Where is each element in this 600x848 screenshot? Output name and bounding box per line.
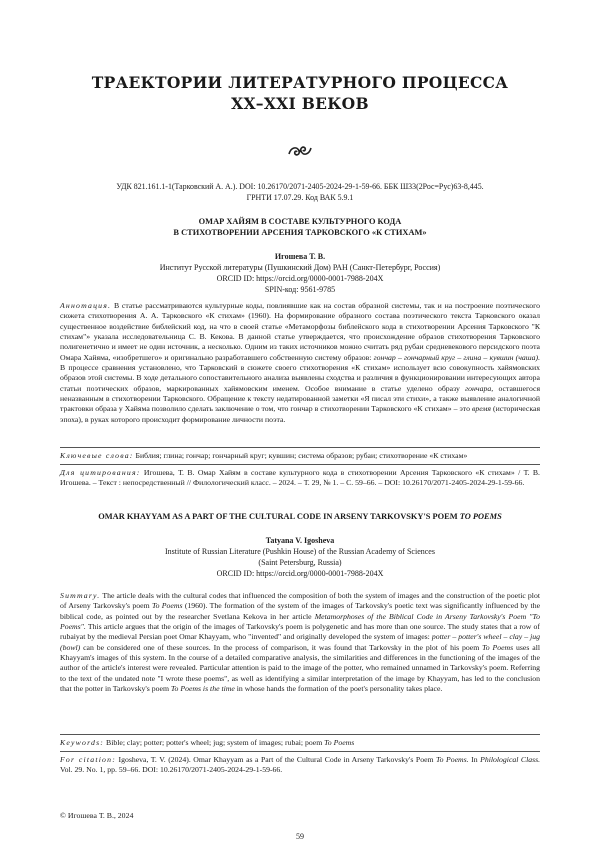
ru-abstract-text: В статье рассматриваются культурные коды, повлиявшие как на состав образной системы, так и на построение поэтического сюжета стихотворения А. А. Тарковского «К стихам» (1960). На формирование образного состава поэтического текста Тарковского оказал существенное воздействие библейский код, на что в своей статье «Метаморфозы библейского кода в стихотворении Арсения Тарковского "К стихам"» указала исследовательница С. В. Кекова. В данной статье утверждается, что происхождение образов стихотворения Тарковского полигенетично и имеет не один источник, а несколько. Одним из таких источников можно считать ряд рубаи средневекового персидского поэта Омара Хайяма, «изобретшего» и оригинально разработавшего собственную систему образов: xyxy=(60,301,540,362)
en-summary xyxy=(60,591,540,694)
divider xyxy=(60,447,540,448)
en-keywords-label: Keywords: xyxy=(60,738,105,747)
ru-abstract-italic-2: гончара, xyxy=(465,383,494,393)
ru-keywords-label: Ключевые слова: xyxy=(60,451,134,460)
en-keywords-italic: To Poems xyxy=(324,738,355,747)
en-citation-label: For citation: xyxy=(60,755,116,764)
ru-author-block xyxy=(60,251,540,295)
ru-orcid: ORCID ID: https://orcid.org/0000-0001-7988-204X xyxy=(216,274,384,283)
en-summary-text-1: The article deals with the cultural codes that influenced the composition of both the system of images and the construction of the poetic plot of Arseny Tarkovsky's poem xyxy=(60,591,540,611)
ru-affiliation: Институт Русской литературы (Пушкинский Дом) РАН (Санкт-Петербург, Россия) xyxy=(159,263,441,272)
section-title-line-2: XX–XXI ВЕКОВ xyxy=(231,94,369,113)
en-author-block xyxy=(60,535,540,579)
en-summary-italic-5: To Poems is the time xyxy=(170,684,235,694)
ru-abstract-italic-3: время xyxy=(471,404,492,414)
fleuron-ornament-icon xyxy=(286,143,314,159)
section-title-line-1: ТРАЕКТОРИИ ЛИТЕРАТУРНОГО ПРОЦЕССА xyxy=(91,73,509,92)
en-citation-italic-2: Philological Class. xyxy=(480,755,541,764)
en-title-italic: TO POEMS xyxy=(459,512,502,521)
copyright: © Игошева Т. В., 2024 xyxy=(60,811,134,820)
en-summary-text-4: can be considered one of these sources. In the process of comparison, it was found that Tarkovsky in the plot of his poem xyxy=(83,642,480,652)
en-summary-label: Summary. xyxy=(60,591,101,600)
en-summary-text-6: in whose hands the formation of the poet's personality takes place. xyxy=(236,684,443,694)
en-title-main: OMAR KHAYYAM AS A PART OF THE CULTURAL CODE IN ARSENY TARKOVSKY'S POEM xyxy=(98,512,458,521)
en-citation-italic-1: To Poems. xyxy=(436,755,469,764)
ru-abstract-text-2: В процессе сравнения установлено, что Тарковский в сюжете своего стихотворения «К стихам» использует всю совокупность хайямовских образов этой системы. В ходе детального сопоставительного анализа выявлены сходства и различия в функционировании интересующих автора статьи поэтических образов, маркированных хайямовским именем. Особое внимание в статье уделено образу xyxy=(60,363,540,393)
en-citation xyxy=(60,755,540,776)
en-summary-italic-3: potter – potter's wheel – clay – jug (bowl) xyxy=(60,632,540,652)
udk-line-1: УДК 821.161.1-1(Тарковский А. А.). DOI: 10.26170/2071-2405-2024-29-1-59-66. ББК Ш33(2Рос=Рус)63-8,445. xyxy=(116,182,484,191)
en-affiliation-2: (Saint Petersburg, Russia) xyxy=(258,558,342,567)
en-summary-italic-2: Metamorphoses of the Biblical Code in Arseny Tarkovsky's Poem "To Poems". xyxy=(60,611,540,632)
ru-abstract-label: Аннотация. xyxy=(60,301,112,310)
en-summary-text-5: uses all Khayyam's images of this system. In the course of a detailed comparative analysis, the similarities and differences in the functioning of the images of the author of the article's interest were revealed. Particular attention is paid to the image of the potter, who remained unnamed in Tarkovsky's poem. Referring to the text of the undated note "I wrote these poems", as well as identifying a similar interpretation of the image by Khayyam, has led to the conclusion that the potter in Tarkovsky's poem xyxy=(60,642,540,694)
en-summary-italic-4: To Poems xyxy=(482,642,514,652)
section-title xyxy=(60,72,540,114)
en-summary-text-3: This article argues that the origin of the images of Tarkovsky's poem is polygenetic and has more than one source. The study states that a row of rubaiyat by the medieval Persian poet Omar Khayyam, who "invented" and originally developed the system of images: xyxy=(60,622,540,642)
en-summary-text-2: (1960). The formation of the system of the images of Tarkovsky's poetic text was significantly influenced by the biblical code, as pointed out by the researcher Svetlana Kekova in her article xyxy=(60,601,541,621)
ru-abstract-text-3: оставшегося неназванным в стихотворении Тарковского. Обращение к тексту недатированной заметки «Я писал эти стихи», а также выявление аналогичной трактовки образа у Хайяма позволило сделать заключение о том, что гончар в стихотворении Тарковского «К стихам» – это xyxy=(60,383,541,414)
en-article-title xyxy=(60,511,540,522)
udk-block xyxy=(60,182,540,203)
ru-author: Игошева Т. В. xyxy=(274,252,326,261)
ru-title-line-2: В СТИХОТВОРЕНИИ АРСЕНИЯ ТАРКОВСКОГО «К СТИХАМ» xyxy=(173,228,427,237)
en-keywords xyxy=(60,738,540,748)
udk-line-2: ГРНТИ 17.07.29. Код ВАК 5.9.1 xyxy=(246,192,354,202)
en-author: Tatyana V. Igosheva xyxy=(265,536,335,545)
ru-keywords xyxy=(60,451,540,461)
en-summary-italic-1: To Poems xyxy=(151,601,183,611)
ru-abstract-text-4: (историческая эпоха), в руках которого происходит формирование личности поэта. xyxy=(60,404,541,424)
en-keywords-text: Bible; clay; potter; potter's wheel; jug; system of images; rubai; poem xyxy=(106,738,323,747)
ru-citation xyxy=(60,468,540,489)
ru-title-line-1: ОМАР ХАЙЯМ В СОСТАВЕ КУЛЬТУРНОГО КОДА xyxy=(198,217,402,226)
en-citation-text-3: Vol. 29. No. 1, pp. 59–66. DOI: 10.26170/2071-2405-2024-29-1-59-66. xyxy=(60,765,283,775)
page-number: 59 xyxy=(296,832,304,841)
ru-keywords-text: Библия; глина; гончар; гончарный круг; кувшин; система образов; рубаи; стихотворение «К стихам» xyxy=(135,451,468,460)
ru-spin: SPIN-код: 9561-9785 xyxy=(264,285,336,294)
en-citation-text-1: Igosheva, T. V. (2024). Omar Khayyam as a Part of the Cultural Code in Arseny Tarkovsky's Poem xyxy=(118,755,434,764)
divider xyxy=(60,751,540,752)
ru-abstract xyxy=(60,301,540,425)
en-orcid: ORCID ID: https://orcid.org/0000-0001-7988-204X xyxy=(216,569,384,578)
divider xyxy=(60,734,540,735)
divider xyxy=(60,464,540,465)
en-affiliation-1: Institute of Russian Literature (Pushkin House) of the Russian Academy of Sciences xyxy=(165,547,435,556)
ru-citation-label: Для цитирования: xyxy=(60,468,141,477)
ru-abstract-italic-1: гончар – гончарный круг – глина – кувшин (чаша). xyxy=(373,352,541,362)
en-citation-text-2: In xyxy=(471,755,478,764)
ru-article-title xyxy=(60,216,540,238)
ru-citation-text: Игошева, Т. В. Омар Хайям в составе культурного кода в стихотворении Арсения Тарковского «К стихам» / Т. В. Игошева. – Текст : непосредственный // Филологический класс. – 2024. – Т. 29, № 1. – С. 59–66. – DOI: 10.26170/2071-2405-2024-29-1-59-66. xyxy=(60,468,540,488)
